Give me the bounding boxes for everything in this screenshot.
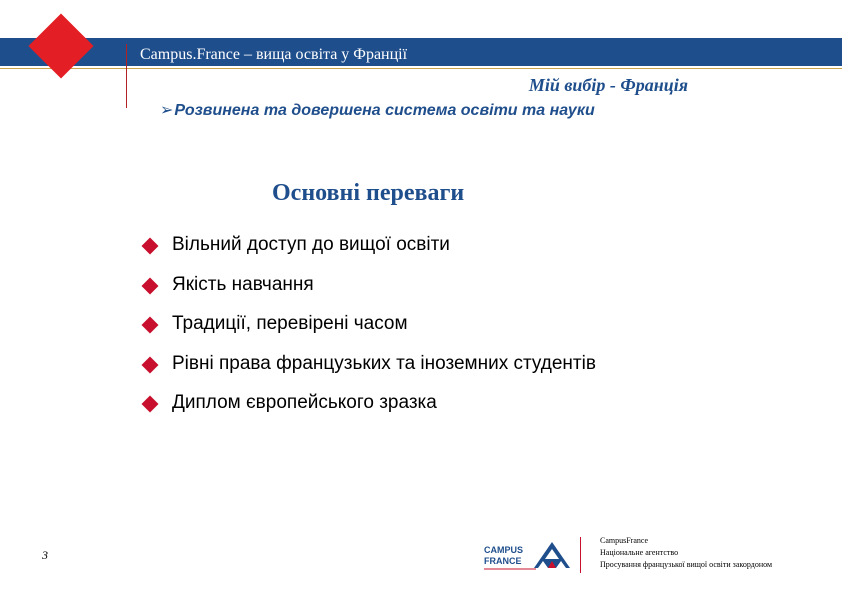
diamond-bullet-icon <box>142 396 159 413</box>
list-item-label: Диплом європейського зразка <box>172 392 437 413</box>
advantages-list <box>140 234 596 432</box>
org-line3: Просування французької вищої освіти закордоном <box>600 560 773 569</box>
diamond-bullet-icon <box>142 277 159 294</box>
list-item <box>140 234 596 274</box>
logo-line1: CAMPUS <box>484 545 524 555</box>
list-item-label: Рівні права французьких та іноземних студентів <box>172 352 596 374</box>
list-item-label: Вільний доступ до вищої освіти <box>172 234 450 255</box>
triangle-mark-icon <box>534 542 570 568</box>
campus-france-logo <box>484 540 574 574</box>
list-item-label: Традиції, перевірені часом <box>172 313 408 334</box>
footer-org-info <box>600 535 772 571</box>
list-item <box>140 274 596 314</box>
section-heading: Основні переваги <box>272 180 465 206</box>
footer-divider <box>580 537 581 573</box>
intro-line <box>160 100 595 120</box>
page-number: 3 <box>42 548 48 562</box>
diamond-bullet-icon <box>142 238 159 255</box>
header-title: Campus.France – вища освіта у Франції <box>140 46 408 63</box>
list-item <box>140 392 596 432</box>
diamond-bullet-icon <box>142 317 159 334</box>
slide-subtitle: Мій вибір - Франція <box>528 75 688 95</box>
arrow-right-icon: ➢ <box>160 100 174 119</box>
list-item <box>140 313 596 353</box>
list-item-label: Якість навчання <box>172 273 314 295</box>
diamond-bullet-icon <box>142 356 159 373</box>
logo-line2: FRANCE <box>484 556 522 566</box>
intro-text: Розвинена та довершена система освіти та науки <box>174 102 595 119</box>
org-name: CampusFrance <box>600 536 648 545</box>
org-line2: Національне агентство <box>600 548 679 557</box>
list-item <box>140 353 596 393</box>
